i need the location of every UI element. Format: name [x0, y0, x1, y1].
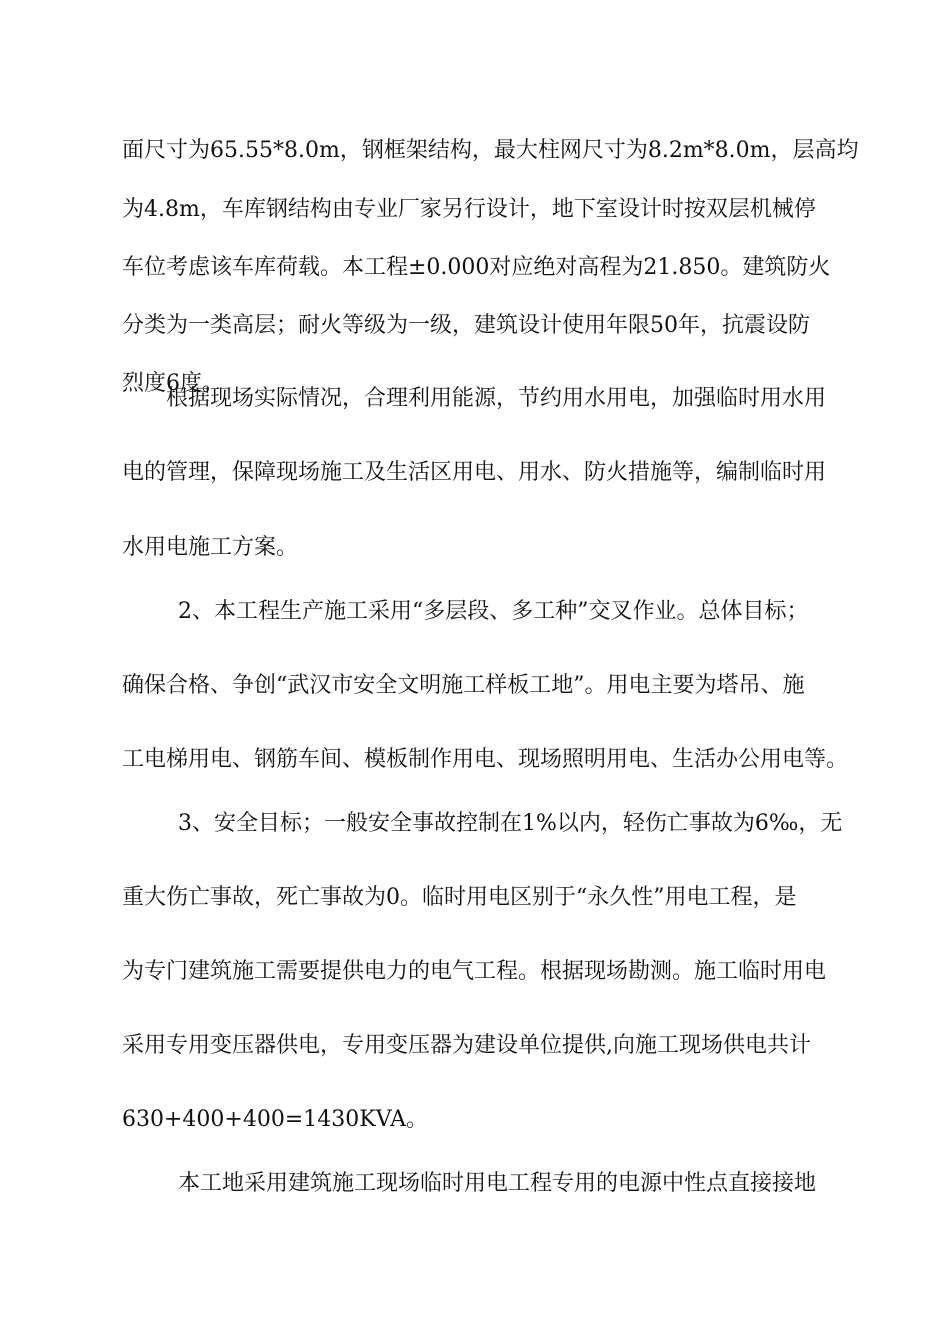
paragraph-1-line-5: 烈度6度。	[122, 371, 224, 396]
paragraph-1-line-2: 为4.8m，车库钢结构由专业厂家另行设计，地下室设计时按双层机械停	[122, 197, 816, 222]
paragraph-4-line-2: 重大伤亡事故，死亡事故为0。临时用电区别于“永久性”用电工程，是	[122, 885, 797, 910]
paragraph-2-line-3: 水用电施工方案。	[122, 535, 299, 560]
paragraph-1-line-4: 分类为一类高层；耐火等级为一级，建筑设计使用年限50年，抗震设防	[122, 313, 810, 338]
paragraph-3-line-3: 工电梯用电、钢筋车间、模板制作用电、现场照明用电、生活办公用电等。	[122, 747, 849, 772]
paragraph-4-line-1: 3、安全目标；一般安全事故控制在1%以内，轻伤亡事故为6‰，无	[178, 811, 843, 836]
paragraph-3-line-1: 2、本工程生产施工采用“多层段、多工种”交叉作业。总体目标；	[178, 599, 809, 624]
paragraph-2-line-1: 根据现场实际情况，合理利用能源，节约用水用电，加强临时用水用	[166, 386, 827, 411]
paragraph-3-line-2: 确保合格、争创“武汉市安全文明施工样板工地”。用电主要为塔吊、施	[122, 673, 805, 698]
paragraph-4-line-5: 630+400+400=1430KVA。	[122, 1107, 428, 1132]
paragraph-2-line-2: 电的管理，保障现场施工及生活区用电、用水、防火措施等，编制临时用	[122, 460, 827, 485]
paragraph-4-line-4: 采用专用变压器供电，专用变压器为建设单位提供,向施工现场供电共计	[122, 1033, 811, 1058]
paragraph-1-line-3: 车位考虑该车库荷载。本工程±0.000对应绝对高程为21.850。建筑防火	[122, 255, 831, 280]
paragraph-4-line-3: 为专门建筑施工需要提供电力的电气工程。根据现场勘测。施工临时用电	[122, 959, 827, 984]
paragraph-5-line-1: 本工地采用建筑施工现场临时用电工程专用的电源中性点直接接地	[178, 1171, 817, 1196]
paragraph-1-line-1: 面尺寸为65.55*8.0m，钢框架结构，最大柱网尺寸为8.2m*8.0m，层高均	[122, 138, 859, 163]
